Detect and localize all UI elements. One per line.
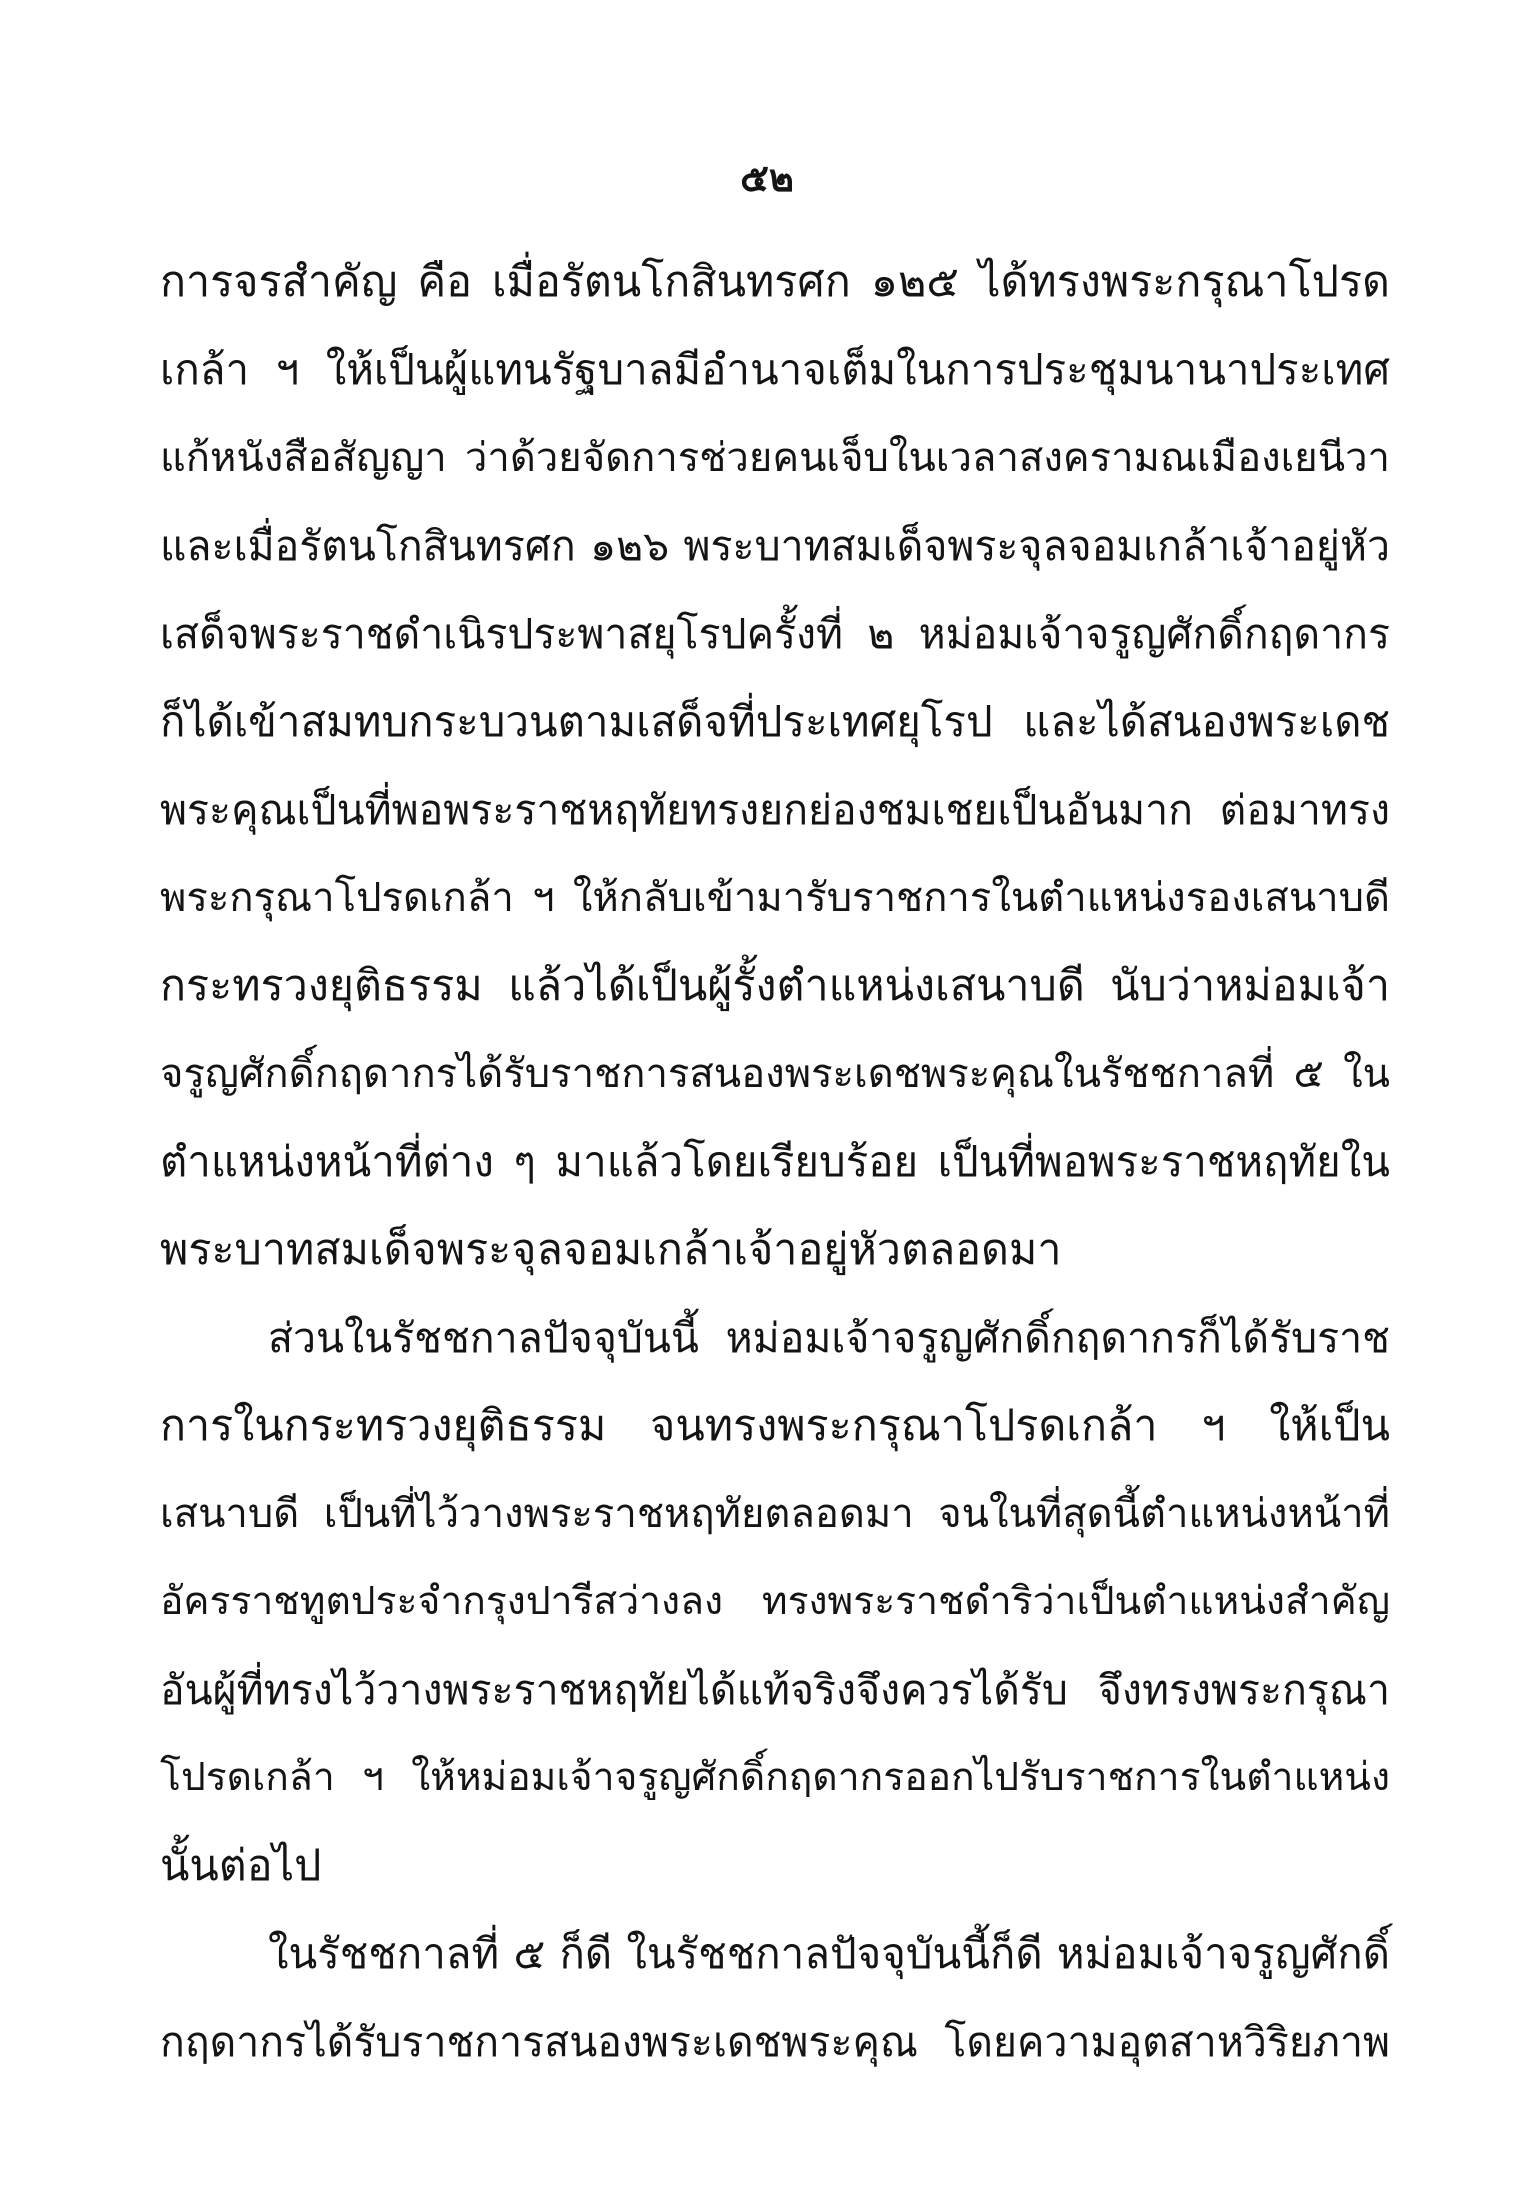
text-line: กระทรวงยุติธรรม แล้วได้เป็นผู้รั้งตำแหน่งเสนาบดี นับว่าหม่อมเจ้า [160,961,1390,1011]
text-line: การในกระทรวงยุติธรรม จนทรงพระกรุณาโปรดเกล้า ฯ ให้เป็น [160,1401,1390,1451]
text-line: กฤดากรได้รับราชการสนองพระเดชพระคุณ โดยความอุตสาหวิริยภาพ [160,2018,1390,2066]
text-line: เสนาบดี เป็นที่ไว้วางพระราชหฤทัยตลอดมา จนในที่สุดนี้ตำแหน่งหน้าที่ [160,1491,1390,1537]
text-line: อัครราชทูตประจำกรุงปารีสว่างลง ทรงพระราชดำริว่าเป็นตำแหน่งสำคัญ [160,1579,1390,1624]
text-line: เกล้า ฯ ให้เป็นผู้แทนรัฐบาลมีอำนาจเต็มในการประชุมนานาประเทศ [160,345,1390,394]
text-line: ส่วนในรัชชกาลปัจจุบันนี้ หม่อมเจ้าจรูญศักดิ์กฤดากรก็ได้รับราช [268,1314,1390,1362]
text-line: อันผู้ที่ทรงไว้วางพระราชหฤทัยได้แท้จริงจึงควรได้รับ จึงทรงพระกรุณา [160,1666,1390,1714]
text-line: พระกรุณาโปรดเกล้า ฯ ให้กลับเข้ามารับราชการในตำแหน่งรองเสนาบดี [160,875,1390,921]
text-line: นั้นต่อไป [160,1841,322,1891]
text-line: เสด็จพระราชดำเนิรประพาสยุโรปครั้งที่ ๒ หม่อมเจ้าจรูญศักดิ์กฤดากร [160,610,1390,658]
text-line: โปรดเกล้า ฯ ให้หม่อมเจ้าจรูญศักดิ์กฤดากรออกไปรับราชการในตำแหน่ง [160,1755,1390,1800]
text-line: พระบาทสมเด็จพระจุลจอมเกล้าเจ้าอยู่หัวตลอดมา [160,1225,1062,1275]
text-line: การจรสำคัญ คือ เมื่อรัตนโกสินทรศก ๑๒๕ ได้ทรงพระกรุณาโปรด [160,257,1390,307]
text-line: ตำแหน่งหน้าที่ต่าง ๆ มาแล้วโดยเรียบร้อย เป็นที่พอพระราชหฤทัยใน [160,1137,1390,1186]
text-line: และเมื่อรัตนโกสินทรศก ๑๒๖ พระบาทสมเด็จพระจุลจอมเกล้าเจ้าอยู่หัว [160,522,1390,570]
text-line: พระคุณเป็นที่พอพระราชหฤทัยทรงยกย่องชมเชยเป็นอันมาก ต่อมาทรง [160,786,1390,834]
body-text [160,238,1390,2086]
text-line: แก้หนังสือสัญญา ว่าด้วยจัดการช่วยคนเจ็บในเวลาสงครามณเมืองเยนีวา [160,435,1390,481]
page-number: ๕๒ [740,155,794,200]
text-line: จรูญศักดิ์กฤดากรได้รับราชการสนองพระเดชพระคุณในรัชชกาลที่ ๕ ใน [160,1051,1390,1097]
text-line: ในรัชชกาลที่ ๕ ก็ดี ในรัชชกาลปัจจุบันนี้ก็ดี หม่อมเจ้าจรูญศักดิ์ [268,1929,1390,1978]
text-line: ก็ได้เข้าสมทบกระบวนตามเสด็จที่ประเทศยุโรป และได้สนองพระเดช [160,697,1390,746]
